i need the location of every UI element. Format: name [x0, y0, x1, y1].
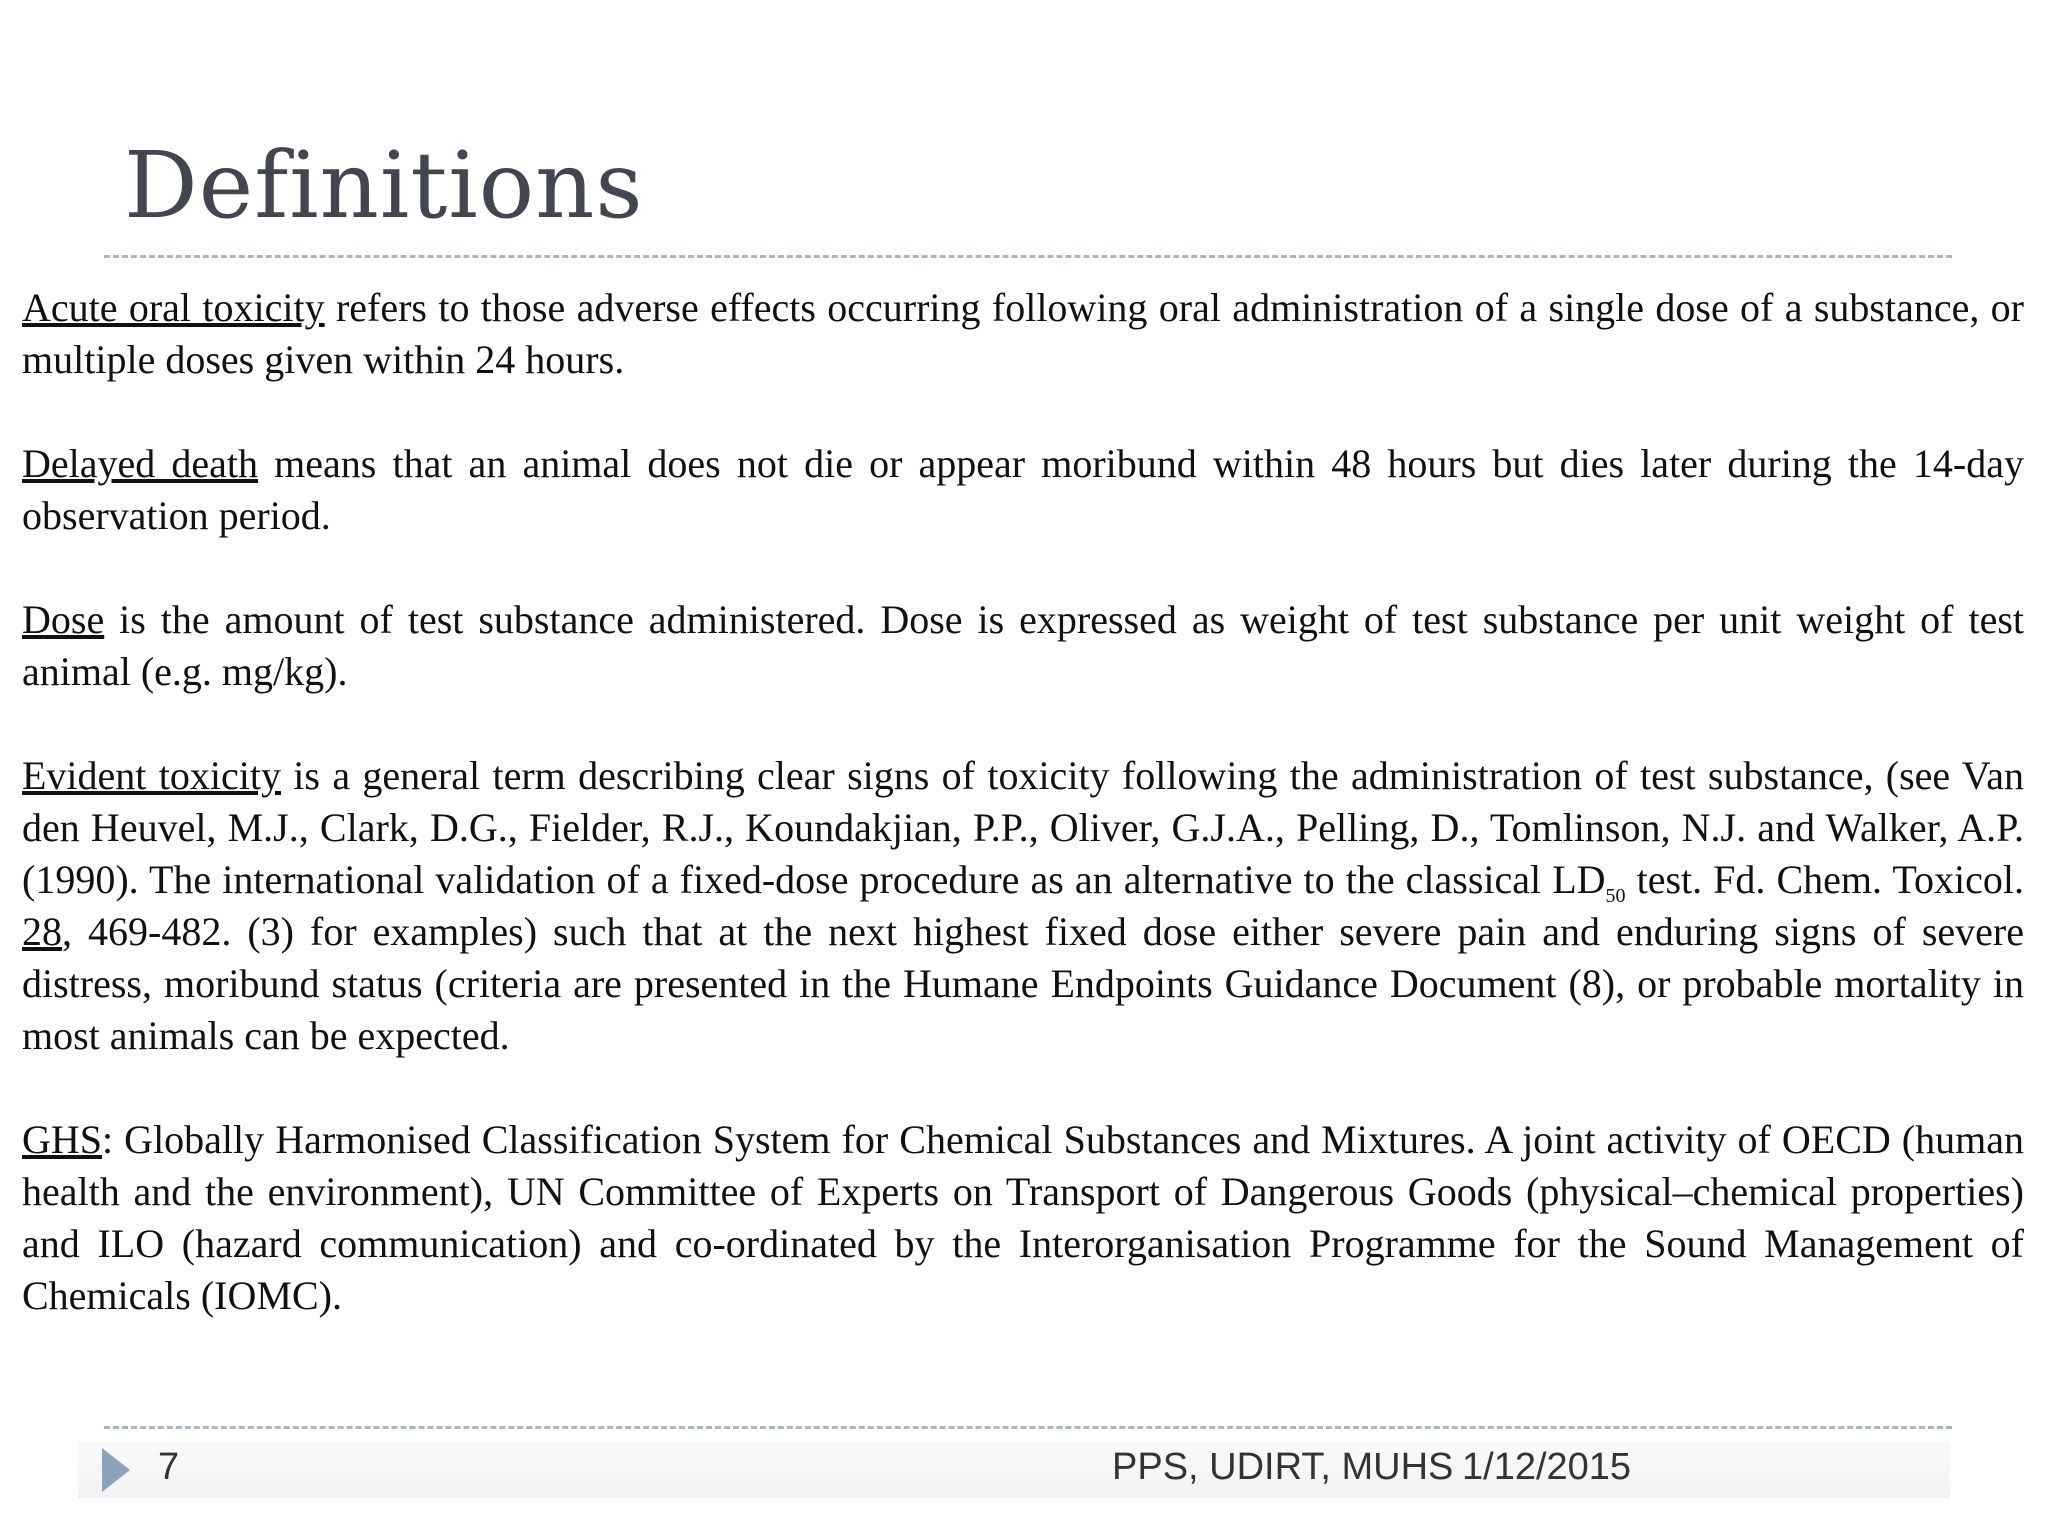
definition-ghs	[22, 1114, 2024, 1322]
journal-volume: 28	[22, 909, 62, 954]
definition-term: Evident toxicity	[22, 753, 281, 798]
title-divider	[104, 255, 1952, 258]
footer-organization: PPS, UDIRT, MUHS	[1112, 1446, 1454, 1488]
footer-bar	[78, 1442, 1950, 1498]
definition-text: , 469-482. (3) for examples) such that at the next highest fixed dose either severe pain and enduring signs of severe distress, moribund status (criteria are presented in the Humane Endpoints Guidance Document (8), or probable mortality in most animals can be expected.	[22, 909, 2024, 1058]
definition-text: : Globally Harmonised Classification System for Chemical Substances and Mixtures. A joint activity of OECD (human health and the environment), UN Committee of Experts on Transport of Dangerous Goods (physical–chemical properties) and ILO (hazard communication) and co-ordinated by the Interorganisation Programme for the Sound Management of Chemicals (IOMC).	[22, 1117, 2024, 1318]
slide-title: Definitions	[124, 132, 644, 239]
definition-term: Delayed death	[22, 441, 259, 486]
page-number: 7	[158, 1446, 180, 1488]
footer-divider	[104, 1426, 1952, 1429]
definition-text: refers to those adverse effects occurring following oral administration of a single dose of a substance, or multiple doses given within 24 hours.	[22, 285, 2024, 382]
ld50-subscript: 50	[1605, 885, 1626, 907]
definition-acute-oral-toxicity	[22, 282, 2024, 386]
definition-text: test. Fd. Chem. Toxicol.	[1625, 857, 2024, 902]
definition-text: means that an animal does not die or appear moribund within 48 hours but dies later during the 14-day observation period.	[22, 441, 2024, 538]
definitions-body	[22, 282, 2024, 1374]
definition-text: is a general term describing clear signs of toxicity following the administration of test substance, (see Van den Heuvel, M.J., Clark, D.G., Fielder, R.J., Koundakjian, P.P., Oliver, G.J.A., Pelling, D., Tomlinson, N.J. and Walker, A.P. (1990). The international validation of a fixed-dose procedure as an alternative to the classical LD	[22, 753, 2025, 902]
triangle-bullet-icon	[102, 1448, 130, 1492]
definition-term: GHS	[22, 1117, 103, 1162]
definition-delayed-death	[22, 438, 2024, 542]
slide-footer	[0, 1436, 2048, 1506]
definition-term: Acute oral toxicity	[22, 285, 325, 330]
definition-dose	[22, 594, 2024, 698]
definition-term: Dose	[22, 597, 105, 642]
definition-text: is the amount of test substance administered. Dose is expressed as weight of test substance per unit weight of test animal (e.g. mg/kg).	[22, 597, 2024, 694]
footer-date: 1/12/2015	[1462, 1446, 1632, 1488]
definition-evident-toxicity	[22, 750, 2024, 1062]
